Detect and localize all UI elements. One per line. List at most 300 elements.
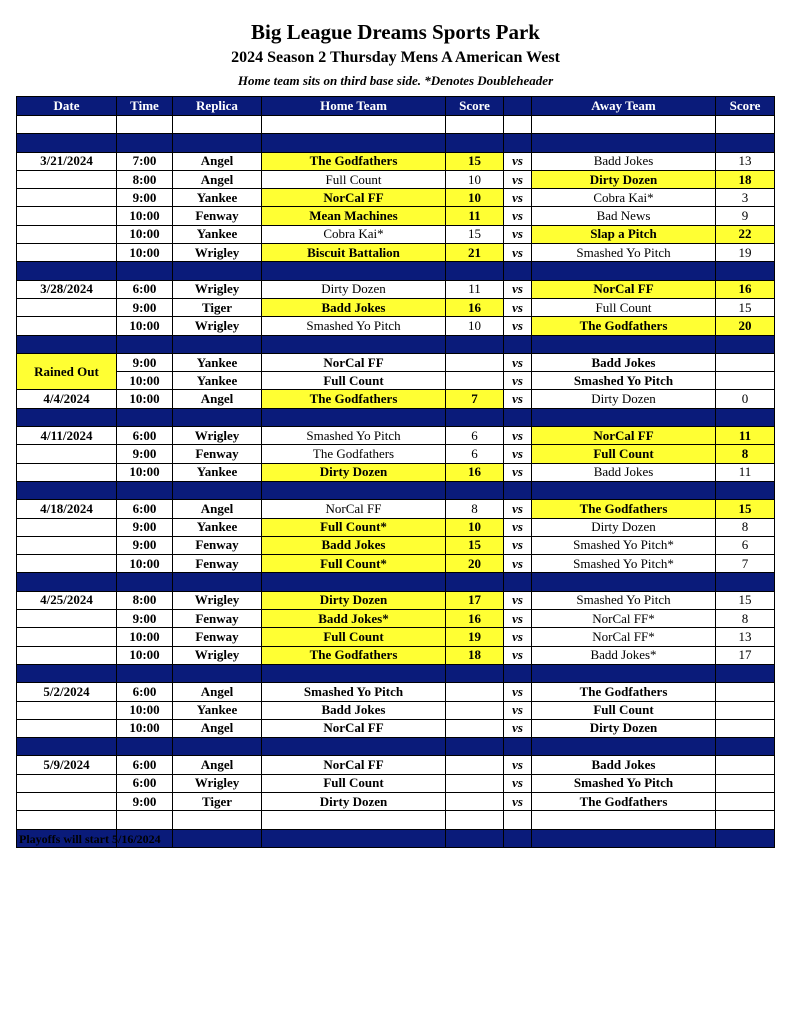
game-time: 9:00 <box>117 189 173 207</box>
home-score: 15 <box>446 536 504 554</box>
divider-cell <box>117 408 173 426</box>
week-divider-row <box>17 262 775 280</box>
game-row <box>17 756 775 774</box>
away-team: NorCal FF* <box>532 610 716 628</box>
week-divider-row <box>17 335 775 353</box>
field-replica: Angel <box>173 500 262 518</box>
game-time: 8:00 <box>117 170 173 188</box>
field-replica: Yankee <box>173 463 262 481</box>
home-score: 16 <box>446 463 504 481</box>
home-team: Biscuit Battalion <box>262 244 446 262</box>
divider-cell <box>532 262 716 280</box>
game-row <box>17 518 775 536</box>
divider-cell <box>262 335 446 353</box>
divider-cell <box>504 134 532 152</box>
divider-cell <box>504 262 532 280</box>
game-time: 6:00 <box>117 774 173 792</box>
game-date <box>17 610 117 628</box>
vs-label: vs <box>504 756 532 774</box>
home-team: Dirty Dozen <box>262 591 446 609</box>
game-time: 10:00 <box>117 317 173 335</box>
away-team: Full Count <box>532 298 716 316</box>
blank-cell <box>17 811 117 829</box>
home-score: 19 <box>446 628 504 646</box>
vs-label: vs <box>504 463 532 481</box>
divider-cell <box>173 408 262 426</box>
home-score: 6 <box>446 445 504 463</box>
blank-cell <box>262 116 446 134</box>
game-time: 6:00 <box>117 427 173 445</box>
divider-cell <box>173 738 262 756</box>
game-row <box>17 628 775 646</box>
divider-cell <box>716 829 775 847</box>
week-divider-row <box>17 664 775 682</box>
week-divider-row <box>17 408 775 426</box>
away-team: Full Count <box>532 701 716 719</box>
blank-cell <box>117 116 173 134</box>
game-row <box>17 719 775 737</box>
game-row <box>17 353 775 371</box>
home-score: 15 <box>446 225 504 243</box>
divider-cell <box>262 408 446 426</box>
divider-cell <box>532 738 716 756</box>
playoffs-note: Playoffs will start 5/16/2024 <box>19 832 161 846</box>
away-score: 9 <box>716 207 775 225</box>
game-date <box>17 298 117 316</box>
game-date: 5/2/2024 <box>17 683 117 701</box>
game-time: 10:00 <box>117 701 173 719</box>
away-score <box>716 719 775 737</box>
field-replica: Angel <box>173 170 262 188</box>
divider-cell <box>17 335 117 353</box>
blank-cell <box>173 811 262 829</box>
week-divider-row <box>17 134 775 152</box>
game-time: 7:00 <box>117 152 173 170</box>
away-team: The Godfathers <box>532 683 716 701</box>
home-team: The Godfathers <box>262 152 446 170</box>
away-team: Cobra Kai* <box>532 189 716 207</box>
field-replica: Yankee <box>173 353 262 371</box>
game-date <box>17 536 117 554</box>
field-replica: Fenway <box>173 628 262 646</box>
game-row <box>17 298 775 316</box>
away-score: 0 <box>716 390 775 408</box>
game-time: 9:00 <box>117 536 173 554</box>
away-team: Smashed Yo Pitch* <box>532 536 716 554</box>
column-header-away-team: Away Team <box>532 97 716 116</box>
game-row <box>17 701 775 719</box>
game-date <box>17 207 117 225</box>
divider-cell <box>716 134 775 152</box>
home-team: The Godfathers <box>262 445 446 463</box>
divider-cell <box>532 134 716 152</box>
divider-cell <box>117 262 173 280</box>
divider-cell <box>446 738 504 756</box>
divider-cell <box>532 829 716 847</box>
divider-cell <box>117 335 173 353</box>
game-date: 4/11/2024 <box>17 427 117 445</box>
game-row <box>17 555 775 573</box>
away-score <box>716 792 775 810</box>
game-date <box>17 189 117 207</box>
game-date: 3/28/2024 <box>17 280 117 298</box>
game-row <box>17 189 775 207</box>
away-score: 19 <box>716 244 775 262</box>
away-score <box>716 353 775 371</box>
vs-label: vs <box>504 353 532 371</box>
game-date <box>17 646 117 664</box>
schedule-note: Home team sits on third base side. *Denotes Doubleheader <box>237 73 554 88</box>
divider-cell <box>262 738 446 756</box>
divider-cell <box>446 408 504 426</box>
game-row <box>17 152 775 170</box>
game-row <box>17 244 775 262</box>
home-team: NorCal FF <box>262 189 446 207</box>
divider-cell <box>17 738 117 756</box>
home-team: Smashed Yo Pitch <box>262 427 446 445</box>
vs-label: vs <box>504 445 532 463</box>
vs-label: vs <box>504 719 532 737</box>
vs-label: vs <box>504 610 532 628</box>
game-date: 5/9/2024 <box>17 756 117 774</box>
away-score: 8 <box>716 518 775 536</box>
vs-label: vs <box>504 427 532 445</box>
game-row <box>17 500 775 518</box>
home-score: 16 <box>446 298 504 316</box>
game-date <box>17 719 117 737</box>
vs-label: vs <box>504 628 532 646</box>
game-time: 10:00 <box>117 555 173 573</box>
home-team: Dirty Dozen <box>262 280 446 298</box>
field-replica: Fenway <box>173 610 262 628</box>
away-score <box>716 372 775 390</box>
game-date <box>17 555 117 573</box>
column-header-vs <box>504 97 532 116</box>
game-time: 10:00 <box>117 207 173 225</box>
away-team: NorCal FF <box>532 427 716 445</box>
divider-cell <box>262 262 446 280</box>
divider-cell <box>716 664 775 682</box>
away-score: 8 <box>716 445 775 463</box>
game-time: 9:00 <box>117 518 173 536</box>
home-team: Full Count <box>262 628 446 646</box>
home-score <box>446 719 504 737</box>
home-team: NorCal FF <box>262 353 446 371</box>
home-score <box>446 701 504 719</box>
away-team: Dirty Dozen <box>532 390 716 408</box>
schedule-table <box>16 96 775 848</box>
game-date: 4/25/2024 <box>17 591 117 609</box>
game-row <box>17 774 775 792</box>
field-replica: Wrigley <box>173 244 262 262</box>
game-date <box>17 774 117 792</box>
divider-cell <box>17 408 117 426</box>
game-date <box>17 317 117 335</box>
divider-cell <box>17 573 117 591</box>
game-date <box>17 628 117 646</box>
blank-cell <box>716 811 775 829</box>
home-team: NorCal FF <box>262 719 446 737</box>
home-team: NorCal FF <box>262 500 446 518</box>
away-team: Dirty Dozen <box>532 518 716 536</box>
game-time: 6:00 <box>117 683 173 701</box>
away-team: Badd Jokes <box>532 152 716 170</box>
blank-row <box>17 811 775 829</box>
blank-cell <box>532 811 716 829</box>
blank-cell <box>117 811 173 829</box>
away-team: Badd Jokes <box>532 353 716 371</box>
game-row <box>17 317 775 335</box>
divider-cell <box>532 664 716 682</box>
divider-cell <box>504 664 532 682</box>
vs-label: vs <box>504 555 532 573</box>
home-team: Full Count <box>262 170 446 188</box>
game-date <box>17 445 117 463</box>
game-date: 4/18/2024 <box>17 500 117 518</box>
away-team: NorCal FF <box>532 280 716 298</box>
divider-cell <box>173 262 262 280</box>
home-team: Smashed Yo Pitch <box>262 317 446 335</box>
away-team: The Godfathers <box>532 500 716 518</box>
field-replica: Fenway <box>173 445 262 463</box>
divider-cell <box>716 408 775 426</box>
game-time: 9:00 <box>117 792 173 810</box>
game-time: 9:00 <box>117 445 173 463</box>
divider-cell <box>17 481 117 499</box>
divider-cell <box>716 335 775 353</box>
field-replica: Tiger <box>173 298 262 316</box>
away-score: 11 <box>716 427 775 445</box>
away-team: Badd Jokes <box>532 756 716 774</box>
blank-cell <box>446 811 504 829</box>
game-row <box>17 372 775 390</box>
game-time: 6:00 <box>117 280 173 298</box>
divider-cell <box>504 829 532 847</box>
divider-cell <box>532 481 716 499</box>
field-replica: Angel <box>173 683 262 701</box>
away-team: Smashed Yo Pitch <box>532 591 716 609</box>
away-team: Badd Jokes <box>532 463 716 481</box>
vs-label: vs <box>504 792 532 810</box>
divider-cell <box>532 335 716 353</box>
game-row <box>17 445 775 463</box>
divider-cell <box>446 829 504 847</box>
game-time: 6:00 <box>117 756 173 774</box>
home-score: 20 <box>446 555 504 573</box>
game-date <box>17 701 117 719</box>
away-score: 15 <box>716 298 775 316</box>
vs-label: vs <box>504 225 532 243</box>
vs-label: vs <box>504 591 532 609</box>
divider-cell <box>117 738 173 756</box>
field-replica: Wrigley <box>173 317 262 335</box>
away-team: Dirty Dozen <box>532 170 716 188</box>
vs-label: vs <box>504 170 532 188</box>
field-replica: Fenway <box>173 536 262 554</box>
game-date <box>17 518 117 536</box>
divider-cell <box>716 262 775 280</box>
vs-label: vs <box>504 500 532 518</box>
game-date <box>17 792 117 810</box>
divider-cell <box>262 573 446 591</box>
divider-cell <box>117 573 173 591</box>
vs-label: vs <box>504 244 532 262</box>
game-row <box>17 390 775 408</box>
blank-cell <box>532 116 716 134</box>
week-divider-row <box>17 481 775 499</box>
divider-cell <box>117 481 173 499</box>
vs-label: vs <box>504 683 532 701</box>
divider-cell <box>173 335 262 353</box>
field-replica: Angel <box>173 719 262 737</box>
divider-cell <box>446 664 504 682</box>
vs-label: vs <box>504 646 532 664</box>
column-header-replica: Replica <box>173 97 262 116</box>
home-score <box>446 683 504 701</box>
blank-cell <box>446 116 504 134</box>
column-header-home-score: Score <box>446 97 504 116</box>
away-score: 7 <box>716 555 775 573</box>
vs-label: vs <box>504 298 532 316</box>
field-replica: Yankee <box>173 189 262 207</box>
schedule-body <box>17 116 775 848</box>
away-score <box>716 756 775 774</box>
divider-cell <box>532 573 716 591</box>
game-time: 6:00 <box>117 500 173 518</box>
away-team: Smashed Yo Pitch <box>532 372 716 390</box>
home-score: 11 <box>446 280 504 298</box>
away-team: Slap a Pitch <box>532 225 716 243</box>
column-header-time: Time <box>117 97 173 116</box>
game-row <box>17 280 775 298</box>
divider-cell <box>173 664 262 682</box>
blank-cell <box>716 116 775 134</box>
away-team: Dirty Dozen <box>532 719 716 737</box>
away-score <box>716 774 775 792</box>
column-header-away-score: Score <box>716 97 775 116</box>
game-row <box>17 646 775 664</box>
divider-cell <box>117 134 173 152</box>
vs-label: vs <box>504 372 532 390</box>
away-score: 3 <box>716 189 775 207</box>
home-team: Dirty Dozen <box>262 792 446 810</box>
divider-cell <box>716 573 775 591</box>
divider-cell <box>173 829 262 847</box>
game-time: 8:00 <box>117 591 173 609</box>
away-team: Smashed Yo Pitch* <box>532 555 716 573</box>
away-team: Badd Jokes* <box>532 646 716 664</box>
field-replica: Wrigley <box>173 280 262 298</box>
game-date <box>17 225 117 243</box>
divider-cell <box>262 481 446 499</box>
home-score: 8 <box>446 500 504 518</box>
field-replica: Angel <box>173 756 262 774</box>
blank-row <box>17 116 775 134</box>
home-team: Badd Jokes <box>262 536 446 554</box>
home-team: Badd Jokes <box>262 701 446 719</box>
game-row <box>17 170 775 188</box>
field-replica: Yankee <box>173 225 262 243</box>
divider-cell <box>446 573 504 591</box>
home-score: 16 <box>446 610 504 628</box>
game-row <box>17 207 775 225</box>
week-divider-row <box>17 573 775 591</box>
vs-label: vs <box>504 207 532 225</box>
divider-cell <box>504 408 532 426</box>
home-score <box>446 756 504 774</box>
home-score: 17 <box>446 591 504 609</box>
home-score: 21 <box>446 244 504 262</box>
blank-cell <box>173 116 262 134</box>
game-date: 3/21/2024 <box>17 152 117 170</box>
field-replica: Wrigley <box>173 591 262 609</box>
away-team: Smashed Yo Pitch <box>532 244 716 262</box>
game-time: 10:00 <box>117 628 173 646</box>
game-date: Rained Out <box>17 353 117 390</box>
page-title: Big League Dreams Sports Park <box>251 20 540 44</box>
vs-label: vs <box>504 701 532 719</box>
game-date <box>17 463 117 481</box>
field-replica: Tiger <box>173 792 262 810</box>
away-team: Full Count <box>532 445 716 463</box>
game-row <box>17 591 775 609</box>
divider-cell <box>504 738 532 756</box>
away-score <box>716 683 775 701</box>
divider-cell <box>446 134 504 152</box>
away-team: Smashed Yo Pitch <box>532 774 716 792</box>
divider-cell <box>716 481 775 499</box>
game-row <box>17 536 775 554</box>
home-team: Cobra Kai* <box>262 225 446 243</box>
divider-cell <box>117 664 173 682</box>
home-team: Full Count <box>262 774 446 792</box>
game-row <box>17 792 775 810</box>
away-score: 20 <box>716 317 775 335</box>
field-replica: Yankee <box>173 372 262 390</box>
game-row <box>17 463 775 481</box>
away-team: NorCal FF* <box>532 628 716 646</box>
home-score <box>446 353 504 371</box>
away-score: 17 <box>716 646 775 664</box>
game-time: 10:00 <box>117 225 173 243</box>
divider-cell <box>504 573 532 591</box>
field-replica: Angel <box>173 152 262 170</box>
game-time: 9:00 <box>117 298 173 316</box>
away-score: 16 <box>716 280 775 298</box>
game-row <box>17 225 775 243</box>
home-team: The Godfathers <box>262 390 446 408</box>
away-score: 11 <box>716 463 775 481</box>
home-score: 18 <box>446 646 504 664</box>
divider-cell <box>446 335 504 353</box>
away-score: 13 <box>716 628 775 646</box>
home-team: Badd Jokes* <box>262 610 446 628</box>
away-score <box>716 701 775 719</box>
vs-label: vs <box>504 774 532 792</box>
vs-label: vs <box>504 152 532 170</box>
table-header-row <box>17 97 775 116</box>
game-time: 10:00 <box>117 719 173 737</box>
game-row <box>17 610 775 628</box>
away-score: 13 <box>716 152 775 170</box>
home-team: Dirty Dozen <box>262 463 446 481</box>
vs-label: vs <box>504 536 532 554</box>
page-subtitle: 2024 Season 2 Thursday Mens A American West <box>231 49 560 66</box>
game-row <box>17 427 775 445</box>
home-team: Badd Jokes <box>262 298 446 316</box>
field-replica: Wrigley <box>173 646 262 664</box>
divider-cell <box>262 829 446 847</box>
